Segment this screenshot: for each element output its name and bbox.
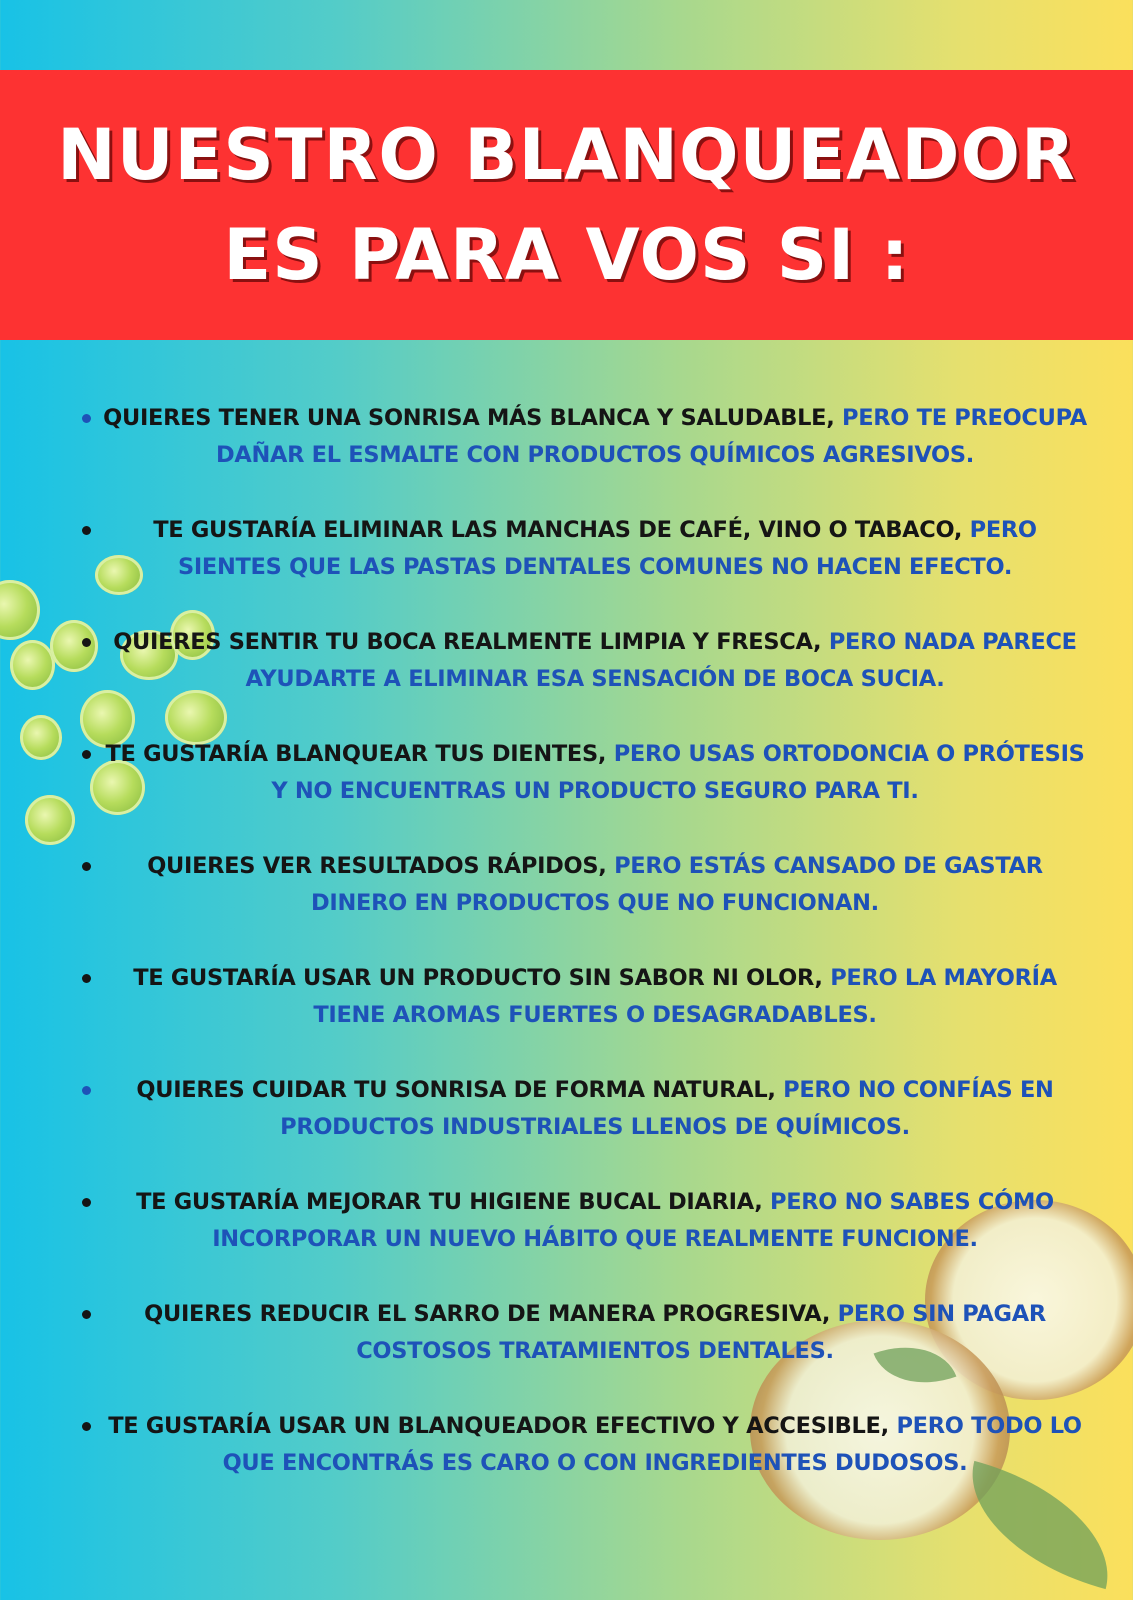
list-item-objection: PERO NO SABES CÓMO INCORPORAR UN NUEVO HÁBITO QUE REALMENTE FUNCIONE. (212, 1189, 1054, 1252)
list-item-condition: QUIERES VER RESULTADOS RÁPIDOS, (147, 853, 607, 879)
bullet-icon (82, 974, 91, 983)
list-item-condition: TE GUSTARÍA USAR UN BLANQUEADOR EFECTIVO Y ACCESIBLE, (108, 1413, 889, 1439)
bullet-icon (82, 750, 91, 759)
list-item (80, 736, 1090, 848)
list-item-objection: PERO USAS ORTODONCIA O PRÓTESIS Y NO ENCUENTRAS UN PRODUCTO SEGURO PARA TI. (271, 741, 1085, 804)
list-item (80, 624, 1090, 736)
lime-slice-decoration (10, 640, 55, 690)
lime-slice-decoration (20, 715, 62, 760)
list-item-objection: PERO NADA PARECE AYUDARTE A ELIMINAR ESA SENSACIÓN DE BOCA SUCIA. (245, 629, 1077, 692)
list-item-objection: PERO LA MAYORÍA TIENE AROMAS FUERTES O DESAGRADABLES. (313, 965, 1057, 1028)
list-item (80, 512, 1090, 624)
list-item-text (100, 1072, 1090, 1146)
list-item-objection: PERO TODO LO QUE ENCONTRÁS ES CARO O CON INGREDIENTES DUDOSOS. (222, 1413, 1082, 1476)
list-item-condition: QUIERES TENER UNA SONRISA MÁS BLANCA Y SALUDABLE, (103, 405, 835, 431)
bullet-icon (82, 1422, 91, 1431)
list-item-text (100, 848, 1090, 922)
list-item (80, 960, 1090, 1072)
bullet-icon (82, 862, 91, 871)
list-item-condition: TE GUSTARÍA BLANQUEAR TUS DIENTES, (105, 741, 607, 767)
list-item-condition: TE GUSTARÍA USAR UN PRODUCTO SIN SABOR NI OLOR, (133, 965, 823, 991)
list-item-condition: TE GUSTARÍA MEJORAR TU HIGIENE BUCAL DIARIA, (136, 1189, 763, 1215)
list-item (80, 1408, 1090, 1520)
list-item-text (100, 624, 1090, 698)
benefits-list (80, 400, 1090, 1520)
bullet-icon (82, 1198, 91, 1207)
list-item-text (100, 512, 1090, 586)
bullet-icon (82, 1310, 91, 1319)
bullet-icon (82, 526, 91, 535)
bullet-icon (82, 638, 91, 647)
list-item-condition: QUIERES CUIDAR TU SONRISA DE FORMA NATURAL, (136, 1077, 776, 1103)
page-title-line-1: NUESTRO BLANQUEADOR (57, 114, 1076, 196)
list-item-text (100, 1408, 1090, 1482)
list-item-text (100, 736, 1090, 810)
list-item-condition: QUIERES SENTIR TU BOCA REALMENTE LIMPIA Y FRESCA, (113, 629, 822, 655)
list-item-objection: PERO ESTÁS CANSADO DE GASTAR DINERO EN PRODUCTOS QUE NO FUNCIONAN. (311, 853, 1043, 916)
list-item-text (100, 400, 1090, 474)
list-item (80, 1072, 1090, 1184)
bullet-icon (82, 414, 91, 423)
list-item-text (100, 960, 1090, 1034)
list-item (80, 848, 1090, 960)
bullet-icon (82, 1086, 91, 1095)
list-item-objection: PERO NO CONFÍAS EN PRODUCTOS INDUSTRIALES LLENOS DE QUÍMICOS. (280, 1077, 1054, 1140)
page-title-line-2: ES PARA VOS SI : (223, 214, 910, 296)
list-item-text (100, 1296, 1090, 1370)
list-item (80, 1184, 1090, 1296)
list-item-objection: PERO TE PREOCUPA DAÑAR EL ESMALTE CON PRODUCTOS QUÍMICOS AGRESIVOS. (215, 405, 1087, 468)
list-item-condition: QUIERES REDUCIR EL SARRO DE MANERA PROGRESIVA, (144, 1301, 831, 1327)
lime-slice-decoration (0, 580, 40, 640)
list-item (80, 1296, 1090, 1408)
list-item-objection: PERO SIENTES QUE LAS PASTAS DENTALES COMUNES NO HACEN EFECTO. (177, 517, 1037, 580)
list-item-objection: PERO SIN PAGAR COSTOSOS TRATAMIENTOS DENTALES. (356, 1301, 1046, 1364)
list-item-text (100, 1184, 1090, 1258)
list-item-condition: TE GUSTARÍA ELIMINAR LAS MANCHAS DE CAFÉ, VINO O TABACO, (153, 517, 963, 543)
lime-slice-decoration (25, 795, 75, 845)
list-item (80, 400, 1090, 512)
title-banner (0, 70, 1133, 340)
